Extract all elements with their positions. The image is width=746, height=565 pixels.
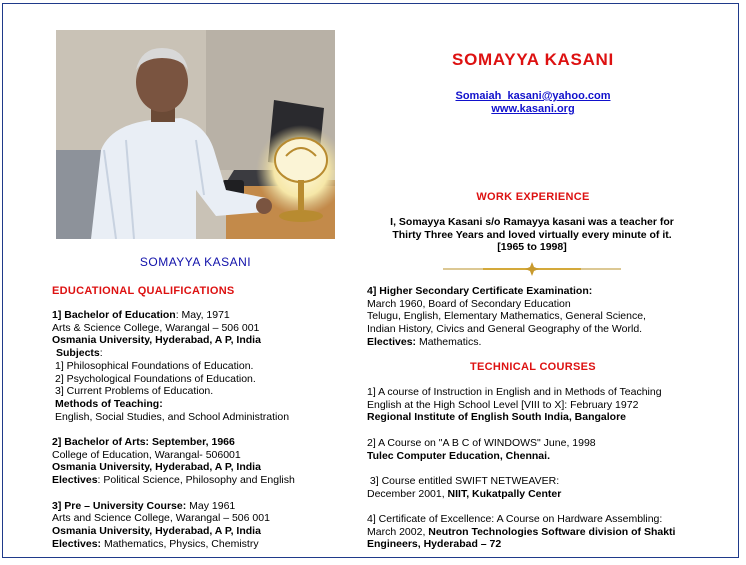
intro-line-3: [1965 to 1998] xyxy=(497,241,567,254)
course1-line-2: English at the High School Level [VIII to X]: February 1972 xyxy=(367,398,639,411)
technical-courses-list xyxy=(367,386,675,551)
bed-methods-label: Methods of Teaching: xyxy=(55,397,163,410)
bed-subjects-label: Subjects xyxy=(56,347,100,360)
course1-institute: Regional Institute of English South India, Bangalore xyxy=(367,411,627,424)
bed-date: : May, 1971 xyxy=(175,309,230,321)
ba-electives-label: Electives xyxy=(52,474,98,487)
right-name-title: SOMAYYA KASANI xyxy=(452,50,614,69)
ornament-divider xyxy=(443,262,621,276)
course2-institute: Tulec Computer Education, Chennai. xyxy=(367,449,550,462)
course1-line-1: 1] A course of Instruction in English and in Methods of Teaching xyxy=(367,386,662,398)
bed-college: Arts & Science College, Warangal – 506 001 xyxy=(52,321,260,334)
course4-line-1: 4] Certificate of Excellence: A Course on Hardware Assembling: xyxy=(367,512,663,525)
puc-electives: Mathematics, Physics, Chemistry xyxy=(101,537,259,550)
puc-college: Arts and Science College, Warangal – 506 001 xyxy=(52,512,270,525)
hsc-line-3: Indian History, Civics and General Geography of the World. xyxy=(367,323,643,336)
bed-title: 1] Bachelor of Education xyxy=(52,309,176,321)
course4-institute-cont: Engineers, Hyderabad – 72 xyxy=(367,538,502,551)
intro-line-1: I, Somayya Kasani s/o Ramayya kasani was a teacher for xyxy=(390,216,674,228)
course4-date: March 2002, xyxy=(367,525,429,538)
course3-institute: NIIT, Kukatpally Center xyxy=(447,487,562,500)
work-intro xyxy=(372,216,692,254)
puc-title: 3] Pre – University Course: xyxy=(52,499,187,512)
contact-links xyxy=(380,90,686,116)
education-list: 1] Bachelor of Education: May, 1971 Arts & Science College, Warangal – 506 001 Osmania University, Hyderabad, A P, India Subjects: 1] Philosophical Foundations of Education. 2] Psychological Foundations of Education. 3] Current Problems of Education. Methods of Teaching: English, Social Studies, and School Administration 2] Bachelor of Arts: September, 1966 College of Education, Warangal- 506001 Osmania University, Hyderabad, A P, India Electives: Political Science, Philosophy and English 3] Pre – University Course: May 1961 Arts and Science College, Warangal – 506 001 Osmania University, Hyderabad, A P, India Electives: Mathematics, Physics, Chemistry xyxy=(52,309,295,550)
profile-photo xyxy=(56,30,335,239)
ba-electives: : Political Science, Philosophy and English xyxy=(97,474,295,487)
hsc-electives: Mathematics. xyxy=(416,335,482,348)
bed-subject-3: 3] Current Problems of Education. xyxy=(55,385,214,398)
hsc-line-2: Telugu, English, Elementary Mathematics, General Science, xyxy=(367,310,646,323)
ba-college: College of Education, Warangal- 506001 xyxy=(52,448,241,461)
ba-title: 2] Bachelor of Arts: September, 1966 xyxy=(52,436,235,449)
puc-electives-label: Electives: xyxy=(52,537,102,550)
email-link[interactable]: Somaiah_kasani@yahoo.com xyxy=(455,90,611,102)
technical-courses-heading: TECHNICAL COURSES xyxy=(470,361,596,373)
hsc-title: 4] Higher Secondary Certificate Examination: xyxy=(367,285,593,297)
left-name-caption: SOMAYYA KASANI xyxy=(139,255,252,269)
hsc-electives-label: Electives: xyxy=(367,335,417,348)
course3-line-1: 3] Course entitled SWIFT NETWEAVER: xyxy=(367,474,560,487)
education-heading: EDUCATIONAL QUALIFICATIONS xyxy=(52,285,235,297)
course3-date: December 2001, xyxy=(367,487,448,500)
work-experience-heading: WORK EXPERIENCE xyxy=(476,191,590,203)
bed-subject-2: 2] Psychological Foundations of Education. xyxy=(55,372,256,385)
bed-title-line xyxy=(52,309,295,322)
ba-university: Osmania University, Hyderabad, A P, India xyxy=(52,461,261,474)
puc-date: May 1961 xyxy=(186,499,236,512)
website-link[interactable]: www.kasani.org xyxy=(491,103,575,115)
bed-subject-1: 1] Philosophical Foundations of Education. xyxy=(55,359,254,372)
intro-line-2: Thirty Three Years and loved virtually every minute of it. xyxy=(392,228,672,241)
right-details xyxy=(367,285,646,349)
bed-methods: English, Social Studies, and School Administration xyxy=(55,410,290,423)
puc-university: Osmania University, Hyderabad, A P, India xyxy=(52,524,261,537)
bed-university: Osmania University, Hyderabad, A P, India xyxy=(52,334,261,347)
hsc-line-1: March 1960, Board of Secondary Education xyxy=(367,297,571,310)
course2-line-1: 2] A Course on "A B C of WINDOWS" June, 1998 xyxy=(367,436,596,449)
course4-institute: Neutron Technologies Software division of Shakti xyxy=(428,525,676,538)
